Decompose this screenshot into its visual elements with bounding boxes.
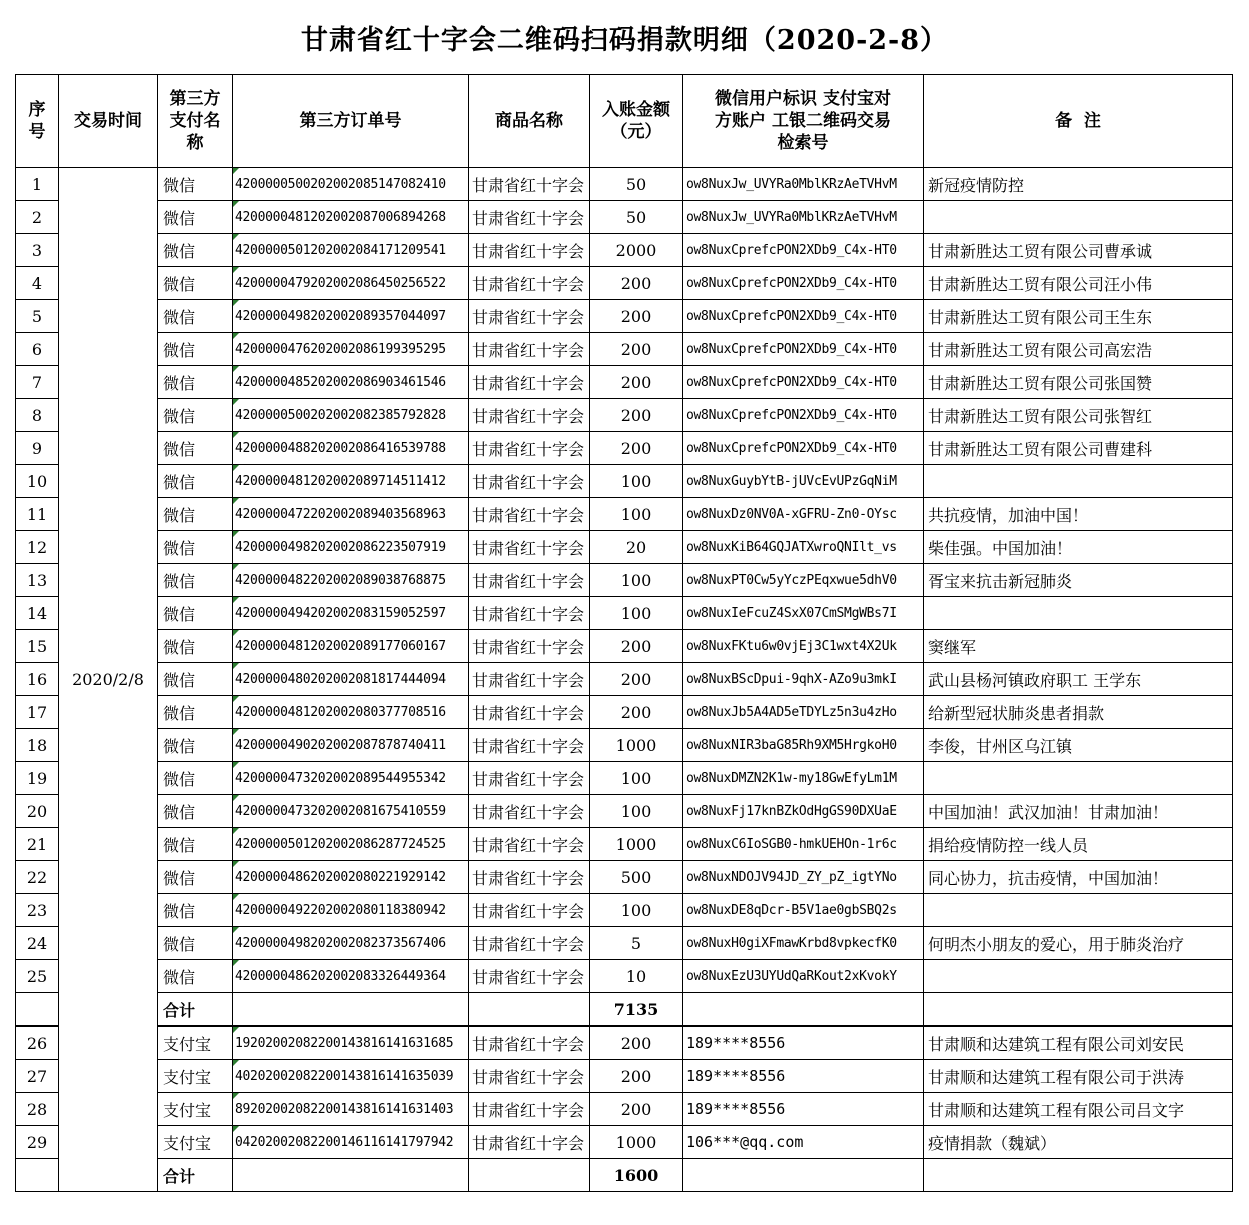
product-name: 甘肃省红十字会 — [469, 894, 590, 927]
payment-method: 微信 — [158, 432, 233, 465]
payment-method: 微信 — [158, 795, 233, 828]
note: 甘肃顺和达建筑工程有限公司吕文字 — [924, 1093, 1233, 1126]
amount: 200 — [590, 1060, 683, 1093]
amount: 2000 — [590, 234, 683, 267]
table-row — [16, 399, 1233, 432]
row-index: 1 — [16, 168, 59, 201]
row-index: 6 — [16, 333, 59, 366]
table-row — [16, 168, 1233, 201]
header-amount: 入账金额（元） — [590, 75, 683, 168]
table-row — [16, 762, 1233, 795]
note: 何明杰小朋友的爱心，用于肺炎治疗 — [924, 927, 1233, 960]
table-row — [16, 894, 1233, 927]
note: 李俊，甘州区乌江镇 — [924, 729, 1233, 762]
payment-method: 微信 — [158, 960, 233, 993]
payment-method: 微信 — [158, 366, 233, 399]
amount: 100 — [590, 498, 683, 531]
table-row — [16, 1093, 1233, 1126]
note: 甘肃新胜达工贸有限公司王生东 — [924, 300, 1233, 333]
order-number: 4200000494202002083159052597 — [233, 597, 469, 630]
note: 新冠疫情防控 — [924, 168, 1233, 201]
table-row — [16, 432, 1233, 465]
note — [924, 597, 1233, 630]
amount: 500 — [590, 861, 683, 894]
product-name: 甘肃省红十字会 — [469, 465, 590, 498]
product-name: 甘肃省红十字会 — [469, 300, 590, 333]
page-title: 甘肃省红十字会二维码扫码捐款明细（2020-2-8） — [300, 25, 949, 56]
table-row — [16, 630, 1233, 663]
amount: 1000 — [590, 1126, 683, 1159]
order-number: 4200000473202002089544955342 — [233, 762, 469, 795]
user-id: ow8NuxCprefcPON2XDb9_C4x-HT0 — [683, 267, 924, 300]
user-id: ow8NuxFj17knBZkOdHgGS90DXUaE — [683, 795, 924, 828]
product-name: 甘肃省红十字会 — [469, 927, 590, 960]
payment-method: 微信 — [158, 630, 233, 663]
table-body — [16, 168, 1233, 1192]
product-name: 甘肃省红十字会 — [469, 366, 590, 399]
payment-method: 微信 — [158, 828, 233, 861]
order-number: 4200000481202002087006894268 — [233, 201, 469, 234]
order-number: 4200000481202002089714511412 — [233, 465, 469, 498]
payment-method: 微信 — [158, 597, 233, 630]
amount: 100 — [590, 564, 683, 597]
product-name: 甘肃省红十字会 — [469, 333, 590, 366]
user-id: ow8NuxPT0Cw5yYczPEqxwue5dhV0 — [683, 564, 924, 597]
row-index: 14 — [16, 597, 59, 630]
product-name: 甘肃省红十字会 — [469, 1060, 590, 1093]
header-user: 微信用户标识 支付宝对方账户 工银二维码交易检索号 — [683, 75, 924, 168]
user-id: ow8NuxJw_UVYRa0MblKRzAeTVHvM — [683, 201, 924, 234]
product-name: 甘肃省红十字会 — [469, 960, 590, 993]
header-order: 第三方订单号 — [233, 75, 469, 168]
user-id: ow8NuxBScDpui-9qhX-AZo9u3mkI — [683, 663, 924, 696]
amount: 200 — [590, 1093, 683, 1126]
total-empty-user — [683, 1159, 924, 1192]
order-number: 04202002082200146116141797942 — [233, 1126, 469, 1159]
user-id: ow8NuxNDOJV94JD_ZY_pZ_igtYNo — [683, 861, 924, 894]
total-label: 合计 — [158, 993, 233, 1027]
user-id: ow8NuxCprefcPON2XDb9_C4x-HT0 — [683, 399, 924, 432]
total-empty-order — [233, 993, 469, 1027]
row-index: 4 — [16, 267, 59, 300]
user-id: ow8NuxFKtu6w0vjEj3C1wxt4X2Uk — [683, 630, 924, 663]
total-empty-product — [469, 1159, 590, 1192]
payment-method: 微信 — [158, 333, 233, 366]
order-number: 4200000500202002085147082410 — [233, 168, 469, 201]
amount: 1000 — [590, 828, 683, 861]
table-row — [16, 498, 1233, 531]
product-name: 甘肃省红十字会 — [469, 597, 590, 630]
table-row — [16, 531, 1233, 564]
user-id: ow8NuxH0giXFmawKrbd8vpkecfK0 — [683, 927, 924, 960]
amount: 50 — [590, 201, 683, 234]
amount: 100 — [590, 894, 683, 927]
row-index: 26 — [16, 1026, 59, 1060]
order-number: 4200000501202002084171209541 — [233, 234, 469, 267]
payment-method: 支付宝 — [158, 1093, 233, 1126]
order-number: 4200000492202002080118380942 — [233, 894, 469, 927]
total-empty-user — [683, 993, 924, 1027]
user-id: ow8NuxNIR3baG85Rh9XM5HrgkoH0 — [683, 729, 924, 762]
order-number: 4200000481202002089177060167 — [233, 630, 469, 663]
total-label: 合计 — [158, 1159, 233, 1192]
table-row — [16, 597, 1233, 630]
table-row — [16, 960, 1233, 993]
table-row — [16, 828, 1233, 861]
product-name: 甘肃省红十字会 — [469, 432, 590, 465]
table-row — [16, 795, 1233, 828]
order-number: 4200000500202002082385792828 — [233, 399, 469, 432]
note — [924, 960, 1233, 993]
payment-method: 微信 — [158, 168, 233, 201]
row-index: 27 — [16, 1060, 59, 1093]
amount: 100 — [590, 762, 683, 795]
order-number: 4200000485202002086903461546 — [233, 366, 469, 399]
order-number: 4200000498202002082373567406 — [233, 927, 469, 960]
order-number: 4200000488202002086416539788 — [233, 432, 469, 465]
row-index: 11 — [16, 498, 59, 531]
user-id: ow8NuxDz0NV0A-xGFRU-Zn0-OYsc — [683, 498, 924, 531]
row-index: 9 — [16, 432, 59, 465]
user-id: ow8NuxC6IoSGB0-hmkUEHOn-1r6c — [683, 828, 924, 861]
row-index: 3 — [16, 234, 59, 267]
row-index: 15 — [16, 630, 59, 663]
total-value: 1600 — [590, 1159, 683, 1192]
row-index: 24 — [16, 927, 59, 960]
payment-method: 微信 — [158, 498, 233, 531]
product-name: 甘肃省红十字会 — [469, 531, 590, 564]
table-row — [16, 564, 1233, 597]
order-number: 4200000486202002083326449364 — [233, 960, 469, 993]
note: 甘肃新胜达工贸有限公司张智红 — [924, 399, 1233, 432]
table-row — [16, 927, 1233, 960]
amount: 200 — [590, 1026, 683, 1060]
row-index: 21 — [16, 828, 59, 861]
payment-method: 微信 — [158, 663, 233, 696]
user-id: 106***@qq.com — [683, 1126, 924, 1159]
note: 柴佳强。中国加油！ — [924, 531, 1233, 564]
user-id: ow8NuxIeFcuZ4SxX07CmSMgWBs7I — [683, 597, 924, 630]
payment-method: 微信 — [158, 696, 233, 729]
total-empty-product — [469, 993, 590, 1027]
row-index: 20 — [16, 795, 59, 828]
user-id: 189****8556 — [683, 1026, 924, 1060]
row-index: 16 — [16, 663, 59, 696]
order-number: 89202002082200143816141631403 — [233, 1093, 469, 1126]
payment-method: 支付宝 — [158, 1060, 233, 1093]
payment-method: 支付宝 — [158, 1026, 233, 1060]
user-id: 189****8556 — [683, 1060, 924, 1093]
payment-method: 支付宝 — [158, 1126, 233, 1159]
amount: 100 — [590, 465, 683, 498]
order-number: 4200000486202002080221929142 — [233, 861, 469, 894]
product-name: 甘肃省红十字会 — [469, 828, 590, 861]
table-row — [16, 1060, 1233, 1093]
note: 中国加油！武汉加油！甘肃加油！ — [924, 795, 1233, 828]
user-id: ow8NuxCprefcPON2XDb9_C4x-HT0 — [683, 333, 924, 366]
header-payer: 第三方支付名称 — [158, 75, 233, 168]
total-empty-index — [16, 1159, 59, 1192]
header-product: 商品名称 — [469, 75, 590, 168]
user-id: ow8NuxJw_UVYRa0MblKRzAeTVHvM — [683, 168, 924, 201]
note — [924, 201, 1233, 234]
order-number: 4200000476202002086199395295 — [233, 333, 469, 366]
amount: 50 — [590, 168, 683, 201]
amount: 200 — [590, 663, 683, 696]
row-index: 2 — [16, 201, 59, 234]
row-index: 19 — [16, 762, 59, 795]
product-name: 甘肃省红十字会 — [469, 861, 590, 894]
table-row — [16, 465, 1233, 498]
note — [924, 465, 1233, 498]
product-name: 甘肃省红十字会 — [469, 267, 590, 300]
product-name: 甘肃省红十字会 — [469, 399, 590, 432]
user-id: ow8NuxCprefcPON2XDb9_C4x-HT0 — [683, 366, 924, 399]
note: 武山县杨河镇政府职工 王学东 — [924, 663, 1233, 696]
header-time: 交易时间 — [59, 75, 158, 168]
order-number: 4200000482202002089038768875 — [233, 564, 469, 597]
product-name: 甘肃省红十字会 — [469, 168, 590, 201]
note: 疫情捐款（魏斌） — [924, 1126, 1233, 1159]
product-name: 甘肃省红十字会 — [469, 795, 590, 828]
donation-table — [15, 74, 1233, 1192]
note: 窦继军 — [924, 630, 1233, 663]
product-name: 甘肃省红十字会 — [469, 696, 590, 729]
amount: 200 — [590, 333, 683, 366]
amount: 1000 — [590, 729, 683, 762]
product-name: 甘肃省红十字会 — [469, 1026, 590, 1060]
user-id: ow8NuxKiB64GQJATXwroQNIlt_vs — [683, 531, 924, 564]
table-row — [16, 729, 1233, 762]
payment-method: 微信 — [158, 300, 233, 333]
total-empty-index — [16, 993, 59, 1027]
amount: 100 — [590, 597, 683, 630]
row-index: 29 — [16, 1126, 59, 1159]
user-id: ow8NuxDE8qDcr-B5V1ae0gbSBQ2s — [683, 894, 924, 927]
product-name: 甘肃省红十字会 — [469, 234, 590, 267]
order-number: 4200000498202002086223507919 — [233, 531, 469, 564]
note: 甘肃新胜达工贸有限公司汪小伟 — [924, 267, 1233, 300]
table-row — [16, 1126, 1233, 1159]
table-row — [16, 663, 1233, 696]
product-name: 甘肃省红十字会 — [469, 663, 590, 696]
note: 甘肃新胜达工贸有限公司高宏浩 — [924, 333, 1233, 366]
user-id: ow8NuxDMZN2K1w-my18GwEfyLm1M — [683, 762, 924, 795]
row-index: 22 — [16, 861, 59, 894]
product-name: 甘肃省红十字会 — [469, 729, 590, 762]
payment-method: 微信 — [158, 729, 233, 762]
row-index: 28 — [16, 1093, 59, 1126]
amount: 200 — [590, 300, 683, 333]
order-number: 4200000473202002081675410559 — [233, 795, 469, 828]
total-empty-note — [924, 993, 1233, 1027]
note: 共抗疫情，加油中国！ — [924, 498, 1233, 531]
order-number: 19202002082200143816141631685 — [233, 1026, 469, 1060]
user-id: ow8NuxCprefcPON2XDb9_C4x-HT0 — [683, 300, 924, 333]
payment-method: 微信 — [158, 531, 233, 564]
note: 胥宝来抗击新冠肺炎 — [924, 564, 1233, 597]
transaction-date: 2020/2/8 — [59, 168, 158, 1192]
note: 给新型冠状肺炎患者捐款 — [924, 696, 1233, 729]
row-index: 12 — [16, 531, 59, 564]
order-number: 4200000479202002086450256522 — [233, 267, 469, 300]
amount: 200 — [590, 267, 683, 300]
order-number: 4200000472202002089403568963 — [233, 498, 469, 531]
payment-method: 微信 — [158, 927, 233, 960]
amount: 200 — [590, 696, 683, 729]
total-row — [16, 1159, 1233, 1192]
amount: 200 — [590, 432, 683, 465]
amount: 200 — [590, 366, 683, 399]
product-name: 甘肃省红十字会 — [469, 762, 590, 795]
amount: 10 — [590, 960, 683, 993]
payment-method: 微信 — [158, 762, 233, 795]
note: 甘肃新胜达工贸有限公司张国赞 — [924, 366, 1233, 399]
note: 捐给疫情防控一线人员 — [924, 828, 1233, 861]
total-row — [16, 993, 1233, 1027]
row-index: 23 — [16, 894, 59, 927]
header-row — [16, 75, 1233, 168]
table-row — [16, 366, 1233, 399]
payment-method: 微信 — [158, 201, 233, 234]
row-index: 25 — [16, 960, 59, 993]
table-row — [16, 300, 1233, 333]
payment-method: 微信 — [158, 894, 233, 927]
payment-method: 微信 — [158, 399, 233, 432]
row-index: 17 — [16, 696, 59, 729]
table-row — [16, 861, 1233, 894]
amount: 100 — [590, 795, 683, 828]
amount: 20 — [590, 531, 683, 564]
payment-method: 微信 — [158, 861, 233, 894]
payment-method: 微信 — [158, 564, 233, 597]
note: 甘肃新胜达工贸有限公司曹建科 — [924, 432, 1233, 465]
amount: 200 — [590, 630, 683, 663]
user-id: ow8NuxGuybYtB-jUVcEvUPzGqNiM — [683, 465, 924, 498]
total-empty-order — [233, 1159, 469, 1192]
amount: 200 — [590, 399, 683, 432]
row-index: 7 — [16, 366, 59, 399]
row-index: 10 — [16, 465, 59, 498]
product-name: 甘肃省红十字会 — [469, 1093, 590, 1126]
header-index: 序号 — [16, 75, 59, 168]
note: 甘肃顺和达建筑工程有限公司于洪涛 — [924, 1060, 1233, 1093]
user-id: ow8NuxEzU3UYUdQaRKout2xKvokY — [683, 960, 924, 993]
product-name: 甘肃省红十字会 — [469, 1126, 590, 1159]
order-number: 4200000481202002080377708516 — [233, 696, 469, 729]
note — [924, 762, 1233, 795]
table-row — [16, 333, 1233, 366]
table-row — [16, 267, 1233, 300]
payment-method: 微信 — [158, 465, 233, 498]
payment-method: 微信 — [158, 267, 233, 300]
note: 甘肃新胜达工贸有限公司曹承诚 — [924, 234, 1233, 267]
table-row — [16, 201, 1233, 234]
note: 同心协力，抗击疫情，中国加油！ — [924, 861, 1233, 894]
row-index: 5 — [16, 300, 59, 333]
user-id: ow8NuxJb5A4AD5eTDYLz5n3u4zHo — [683, 696, 924, 729]
header-note: 备 注 — [924, 75, 1233, 168]
note — [924, 894, 1233, 927]
table-row — [16, 234, 1233, 267]
product-name: 甘肃省红十字会 — [469, 564, 590, 597]
user-id: 189****8556 — [683, 1093, 924, 1126]
row-index: 13 — [16, 564, 59, 597]
row-index: 18 — [16, 729, 59, 762]
order-number: 40202002082200143816141635039 — [233, 1060, 469, 1093]
order-number: 4200000480202002081817444094 — [233, 663, 469, 696]
amount: 5 — [590, 927, 683, 960]
order-number: 4200000498202002089357044097 — [233, 300, 469, 333]
order-number: 4200000490202002087878740411 — [233, 729, 469, 762]
row-index: 8 — [16, 399, 59, 432]
product-name: 甘肃省红十字会 — [469, 630, 590, 663]
user-id: ow8NuxCprefcPON2XDb9_C4x-HT0 — [683, 432, 924, 465]
table-row — [16, 1026, 1233, 1060]
order-number: 4200000501202002086287724525 — [233, 828, 469, 861]
product-name: 甘肃省红十字会 — [469, 498, 590, 531]
product-name: 甘肃省红十字会 — [469, 201, 590, 234]
note: 甘肃顺和达建筑工程有限公司刘安民 — [924, 1026, 1233, 1060]
payment-method: 微信 — [158, 234, 233, 267]
user-id: ow8NuxCprefcPON2XDb9_C4x-HT0 — [683, 234, 924, 267]
table-row — [16, 696, 1233, 729]
total-empty-note — [924, 1159, 1233, 1192]
total-value: 7135 — [590, 993, 683, 1027]
